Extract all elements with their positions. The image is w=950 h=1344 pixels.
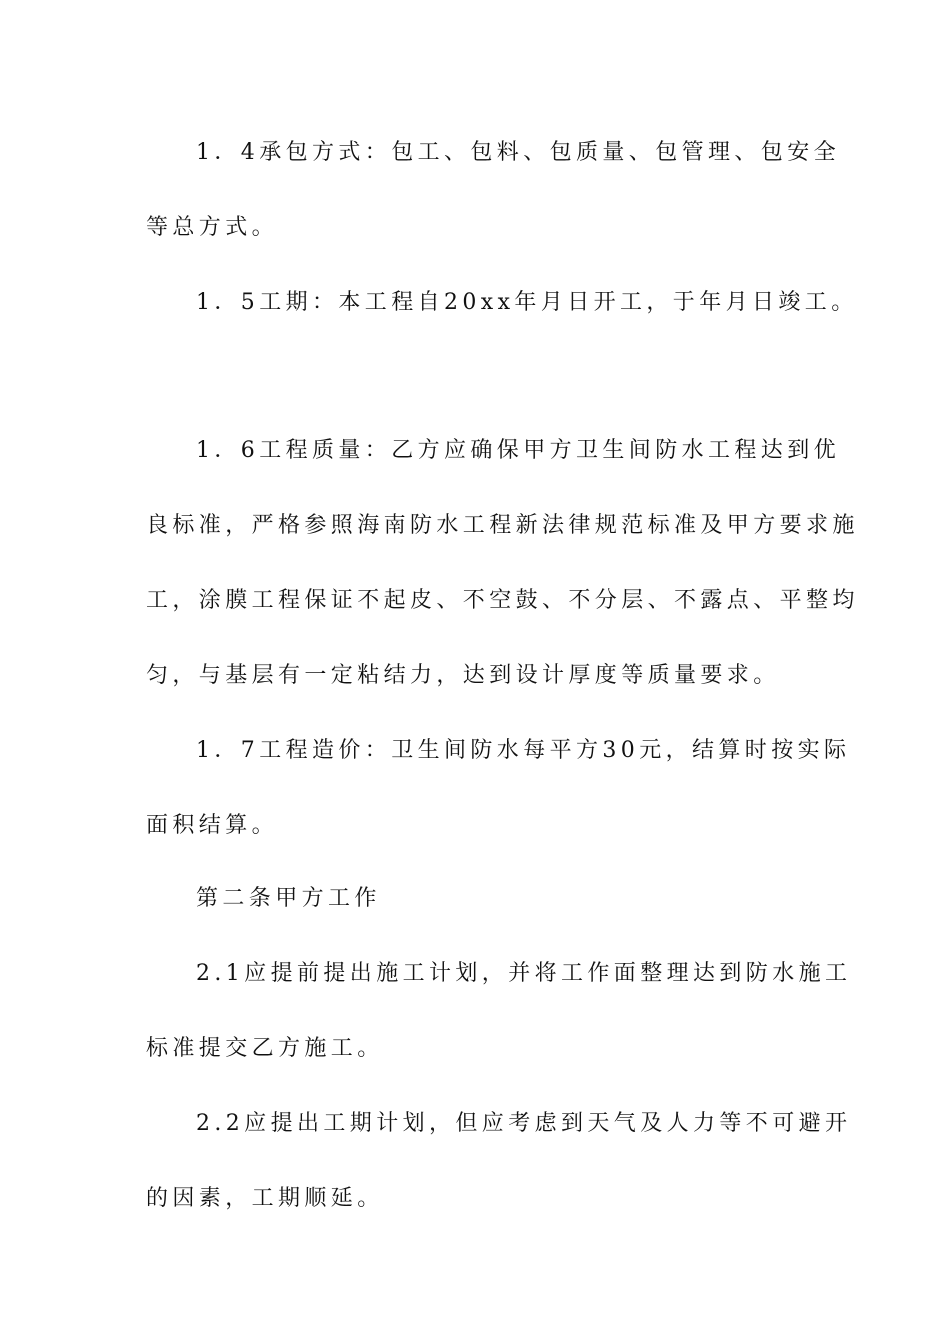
paragraph-2-1-line-2: 标准提交乙方施工。 — [146, 1036, 384, 1061]
section-heading-article-2: 第二条甲方工作 — [196, 886, 381, 911]
paragraph-1-4-line-1: 1．4承包方式：包工、包料、包质量、包管理、包安全 — [196, 140, 840, 165]
paragraph-1-6-line-4: 匀，与基层有一定粘结力，达到设计厚度等质量要求。 — [146, 663, 780, 688]
paragraph-2-1-line-1: 2.1应提前提出施工计划，并将工作面整理达到防水施工 — [196, 961, 852, 986]
paragraph-1-7-line-2: 面积结算。 — [146, 813, 279, 838]
paragraph-1-6-line-1: 1．6工程质量：乙方应确保甲方卫生间防水工程达到优 — [196, 438, 840, 463]
paragraph-1-6-line-2: 良标准，严格参照海南防水工程新法律规范标准及甲方要求施 — [146, 513, 859, 538]
paragraph-1-5: 1．5工期：本工程自20xx年月日开工，于年月日竣工。 — [196, 290, 858, 315]
paragraph-1-7-line-1: 1．7工程造价：卫生间防水每平方30元，结算时按实际 — [196, 738, 851, 763]
paragraph-1-6-line-3: 工，涂膜工程保证不起皮、不空鼓、不分层、不露点、平整均 — [146, 588, 859, 613]
paragraph-2-2-line-1: 2.2应提出工期计划，但应考虑到天气及人力等不可避开 — [196, 1111, 852, 1136]
paragraph-1-4-line-2: 等总方式。 — [146, 215, 279, 240]
paragraph-2-2-line-2: 的因素，工期顺延。 — [146, 1186, 384, 1211]
